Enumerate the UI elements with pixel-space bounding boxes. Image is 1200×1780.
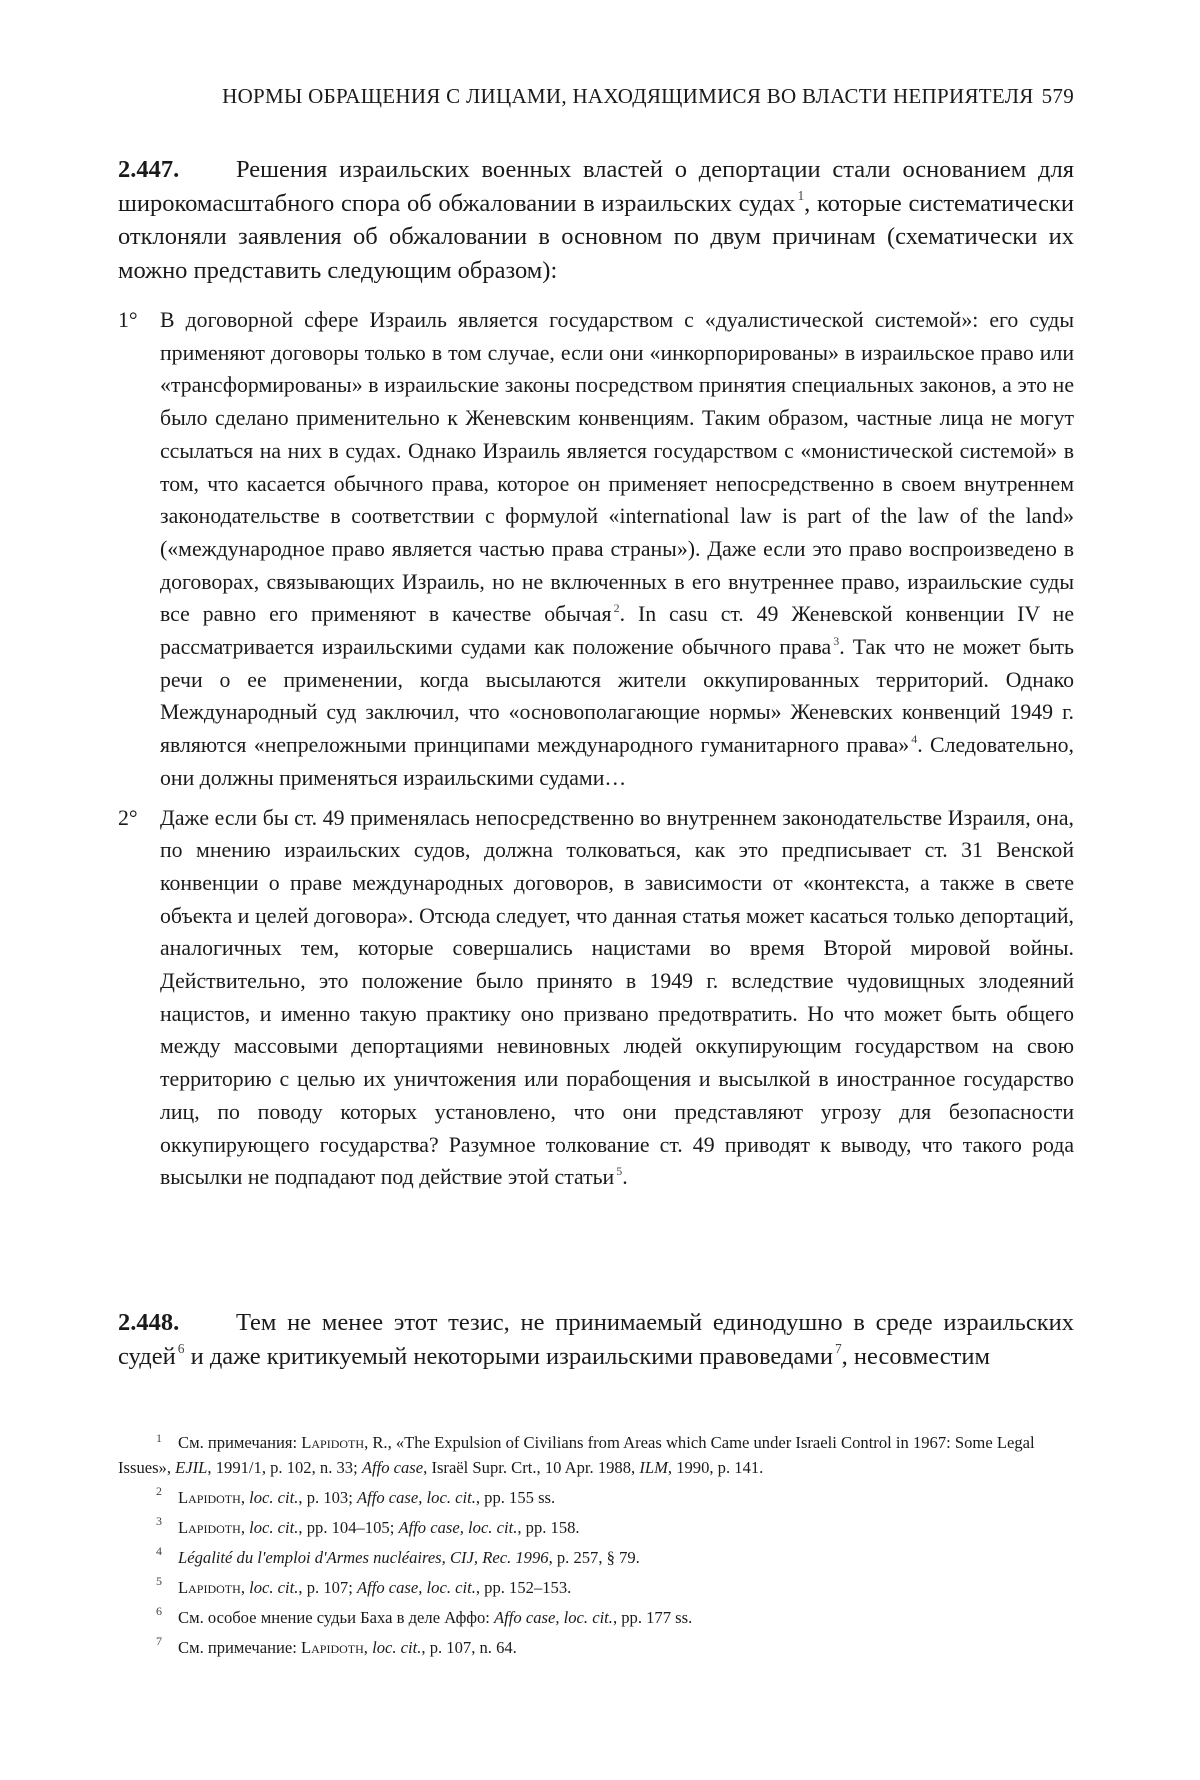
paragraph-text: и даже критикуемый некоторыми израильскими правоведами bbox=[184, 1342, 833, 1370]
footnote-text: Affo case, loc. cit. bbox=[494, 1608, 613, 1627]
footnote-ref[interactable]: 2 bbox=[613, 601, 620, 616]
footnote-text: , p. 257, § 79. bbox=[548, 1548, 640, 1567]
list-item-text: . Так что не может быть речи о ее применении, когда высылаются жители оккупированных территорий. Однако Международный суд заключил, что «основополагающие нормы» Женевских конвенций 1949 г. являются «непреложными принципами международного гуманитарного права» bbox=[160, 635, 1074, 758]
footnote-number: 2 bbox=[156, 1484, 162, 1498]
footnote-text: , 1991/1, p. 102, n. 33; bbox=[207, 1458, 362, 1477]
footnote-text: , p. 103; bbox=[298, 1488, 357, 1507]
footnote-text: , pp. 104–105; bbox=[298, 1518, 399, 1537]
paragraph-text: Тем не менее этот тезис, не принимаемый единодушно в среде израильских судей bbox=[118, 1309, 1074, 1370]
footnote-text: См. особое мнение судьи Баха в деле Аффо: bbox=[178, 1608, 495, 1627]
list-item-text: . Следовательно, они должны применяться израильскими судами… bbox=[160, 733, 1074, 790]
footnotes bbox=[118, 1426, 1074, 1665]
paragraph-2-447 bbox=[118, 153, 1074, 287]
paragraph-text: , которые систематически отклоняли заявления об обжаловании в основном по двум причинам (схематически их можно представить следующим образом): bbox=[118, 189, 1074, 284]
footnote-number: 6 bbox=[156, 1604, 162, 1618]
footnote-text: , p. 107, n. 64. bbox=[421, 1638, 517, 1657]
footnote-ref[interactable]: 3 bbox=[833, 634, 840, 649]
footnote-7 bbox=[118, 1635, 1074, 1660]
list-marker: 2° bbox=[118, 805, 138, 830]
running-header bbox=[118, 82, 1074, 110]
footnote-2 bbox=[118, 1485, 1074, 1510]
footnote-ref[interactable]: 1 bbox=[797, 188, 805, 204]
list-item-text: В договорной сфере Израиль является государством с «дуалистической системой»: его суды применяют договоры только в том случае, если они «инкорпорированы» в израильское право или «трансформированы» в израильские законы посредством принятия специальных законов, а это не было сделано применительно к Женевским конвенциям. Таким образом, частные лица не могут ссылаться на них в судах. Однако Израиль является государством с «монистической системой» в том, что касается обычного права, которое он применяет непосредственно в своем внутреннем законодательстве в соответствии с формулой «international law is part of the law of the land» («международное право является частью права страны»). Даже если это право воспроизведено в договорах, связывающих Израиль, но не включенных в его внутреннее право, израильские суды все равно его применяют в качестве обычая bbox=[160, 308, 1074, 627]
footnote-text: Lapidoth bbox=[300, 1638, 364, 1657]
footnote-text: , R., «The Expulsion of Civilians from Areas which Came under Israeli Control in 1967: Some Legal Issues», bbox=[118, 1433, 1035, 1477]
footnote-number: 3 bbox=[156, 1514, 162, 1528]
paragraph-number: 2.448. bbox=[118, 1309, 180, 1336]
footnote-1: 1 См. примечания: Lapidoth, R., «The Expulsion of Civilians from Areas which Came under Israeli Control in 1967: Some Legal Issues», EJIL, 1991/1, p. 102, n. 33; Affo case, Israël Supr. Crt., 10 Apr. 1988, ILM, 1990, p. 141. bbox=[118, 1431, 1035, 1477]
footnote-text: , bbox=[240, 1488, 250, 1507]
footnote-text: , Israël Supr. Crt., 10 Apr. 1988, bbox=[423, 1458, 640, 1477]
footnote-4 bbox=[118, 1545, 1074, 1570]
footnote-text: Affo case, loc. cit. bbox=[356, 1578, 476, 1597]
footnote-text: , bbox=[240, 1518, 250, 1537]
list-item-text: . bbox=[622, 1165, 628, 1190]
footnote-text: , pp. 158. bbox=[517, 1518, 580, 1537]
paragraph-2-448 bbox=[118, 1306, 1074, 1373]
paragraph-text: Решения израильских военных властей о депортации стали основанием для широкомасштабного спора об обжаловании в израильских судах bbox=[118, 156, 1074, 217]
footnote-text: , p. 107; bbox=[298, 1578, 357, 1597]
footnote-ref[interactable]: 5 bbox=[616, 1164, 623, 1179]
footnote-text: Lapidoth bbox=[178, 1488, 241, 1507]
footnote-text: Légalité du l'emploi d'Armes nucléaires, CIJ, Rec. 1996 bbox=[178, 1548, 549, 1567]
footnote-text: EJIL bbox=[175, 1458, 208, 1477]
footnote-text: Lapidoth bbox=[301, 1433, 365, 1452]
footnote-text: , pp. 177 ss. bbox=[612, 1608, 693, 1627]
footnote-text: Lapidoth bbox=[178, 1578, 241, 1597]
footnote-6 bbox=[118, 1605, 1074, 1630]
numbered-list bbox=[118, 304, 1074, 1201]
footnote-text: Affo case, loc. cit. bbox=[398, 1518, 518, 1537]
page-number: 579 bbox=[1041, 84, 1074, 108]
list-item-text: Даже если бы ст. 49 применялась непосредственно во внутреннем законодательстве Израиля, она, по мнению израильских судов, должна толковаться, как это предписывает ст. 31 Венской конвенции о праве международных договоров, в зависимости от «контекста, а также в свете объекта и целей договора». Отсюда следует, что данная статья может касаться только депортаций, аналогичных тем, которые совершались нацистами во время Второй мировой войны. Действительно, это положение было принято в 1949 г. вследствие чудовищных злодеяний нацистов, и именно такую практику оно призвано предотвратить. Но что может быть общего между массовыми депортациями невиновных людей оккупирующим государством на свою территорию с целью их уничтожения или порабощения и высылкой в иностранное государство лиц, по поводу которых установлено, что они представляют угрозу для безопасности оккупирующего государства? Разумное толкование ст. 49 приводят к выводу, что такого рода высылки не подпадают под действие этой статьи bbox=[160, 805, 1074, 1190]
footnote-number: 4 bbox=[156, 1544, 162, 1558]
list-marker: 1° bbox=[118, 308, 138, 332]
footnote-text: loc. cit. bbox=[372, 1638, 422, 1657]
list-item bbox=[118, 304, 1074, 795]
footnote-text: Affo case bbox=[361, 1458, 424, 1477]
footnote-3 bbox=[118, 1515, 1074, 1540]
footnote-number: 5 bbox=[156, 1574, 162, 1588]
running-title: НОРМЫ ОБРАЩЕНИЯ С ЛИЦАМИ, НАХОДЯЩИМИСЯ ВО ВЛАСТИ НЕПРИЯТЕЛЯ bbox=[222, 84, 1034, 108]
footnote-text: , bbox=[363, 1638, 373, 1657]
paragraph-text: , несовместим bbox=[841, 1342, 990, 1370]
footnote-ref[interactable]: 7 bbox=[834, 1341, 842, 1357]
footnote-ref[interactable]: 6 bbox=[177, 1341, 185, 1357]
footnote-text: loc. cit. bbox=[249, 1578, 299, 1597]
footnote-text: , bbox=[240, 1578, 250, 1597]
list-item bbox=[118, 802, 1074, 1194]
footnote-text: , pp. 155 ss. bbox=[475, 1488, 556, 1507]
paragraph-number: 2.447. bbox=[118, 156, 180, 183]
footnote-text: ILM bbox=[639, 1458, 668, 1477]
list-item-text: . In casu ст. 49 Женевской конвенции IV не рассматривается израильскими судами как положение обычного права bbox=[160, 602, 1074, 660]
footnote-text: loc. cit. bbox=[249, 1488, 299, 1507]
footnote-text: См. примечания: bbox=[178, 1433, 302, 1452]
footnote-5 bbox=[118, 1575, 1074, 1600]
footnote-text: Affo case, loc. cit. bbox=[356, 1488, 476, 1507]
footnote-number: 7 bbox=[156, 1634, 162, 1648]
footnote-text: Lapidoth bbox=[178, 1518, 241, 1537]
footnote-text: loc. cit. bbox=[249, 1518, 299, 1537]
footnote-ref[interactable]: 4 bbox=[911, 732, 918, 747]
footnote-text: , 1990, p. 141. bbox=[667, 1458, 764, 1477]
footnote-text: , pp. 152–153. bbox=[475, 1578, 572, 1597]
footnote-text: См. примечание: bbox=[178, 1638, 301, 1657]
